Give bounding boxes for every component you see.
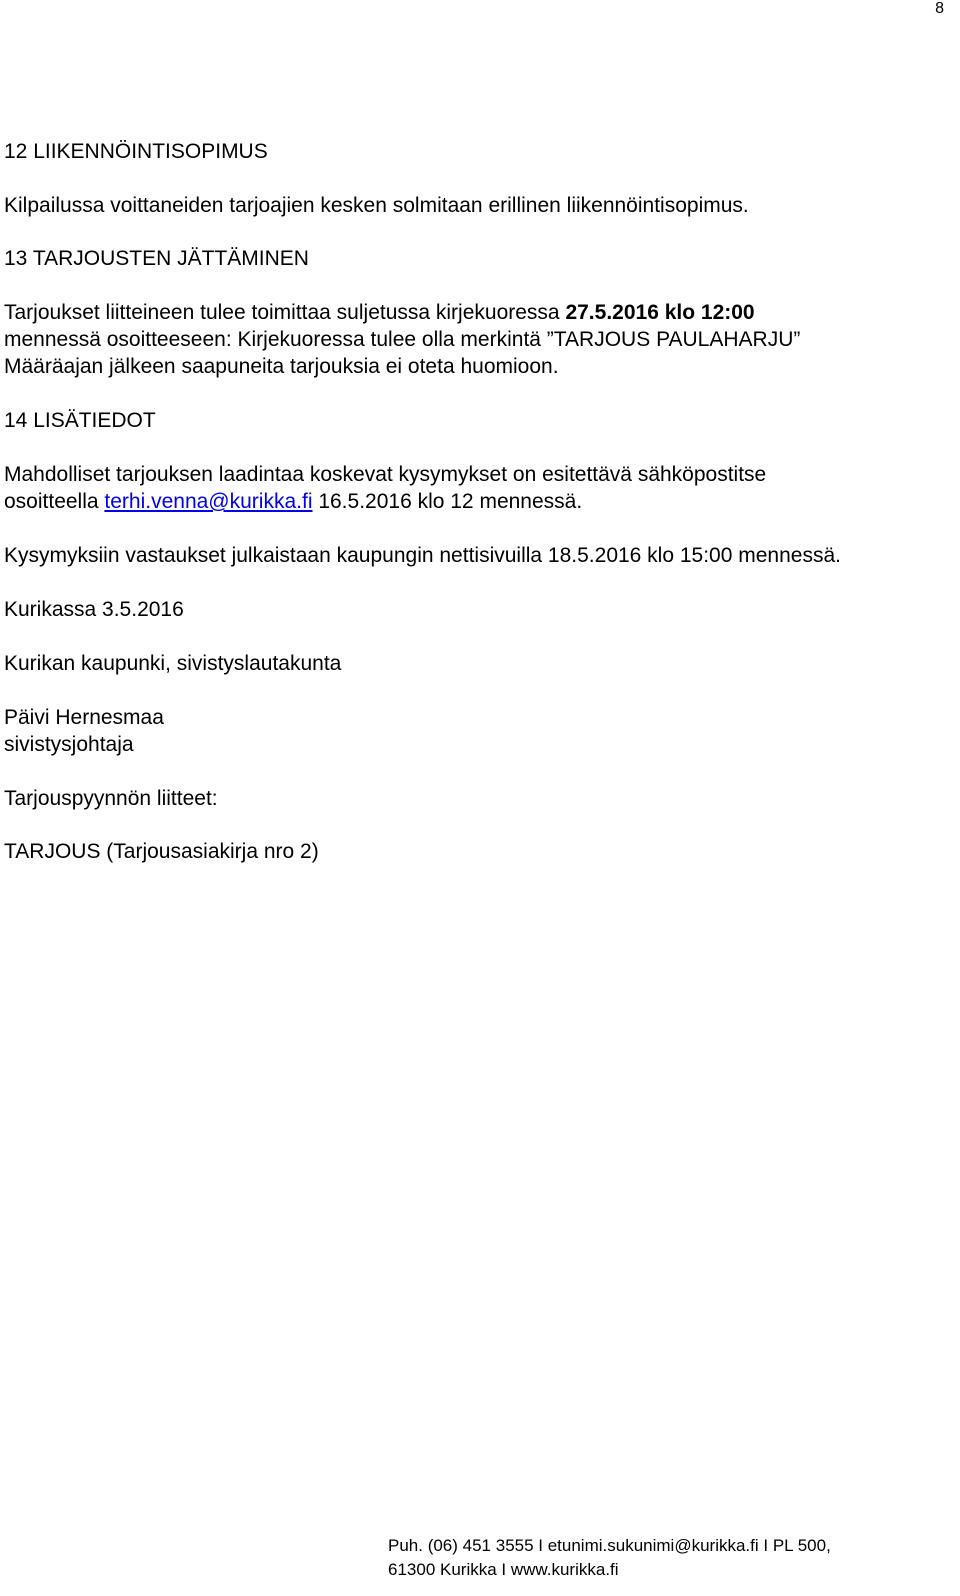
attachments-label: Tarjouspyynnön liitteet: [4, 787, 218, 810]
section-12-text: Kilpailussa voittaneiden tarjoajien kesken solmitaan erillinen liikennöintisopimus. [4, 194, 749, 217]
section-12-heading: 12 LIIKENNÖINTISOPIMUS [4, 140, 268, 163]
place-date: Kurikassa 3.5.2016 [4, 598, 184, 621]
signer-name: Päivi Hernesmaa [4, 706, 164, 729]
section-14-line2-suffix: 16.5.2016 klo 12 mennessä. [312, 490, 583, 513]
organization: Kurikan kaupunki, sivistyslautakunta [4, 652, 342, 675]
section-13-heading: 13 TARJOUSTEN JÄTTÄMINEN [4, 247, 309, 270]
footer-line1: Puh. (06) 451 3555 I etunimi.sukunimi@kurikka.fi I PL 500, [388, 1536, 831, 1555]
deadline-text: 27.5.2016 klo 12:00 [565, 301, 755, 324]
email-link[interactable]: terhi.venna@kurikka.fi [104, 490, 313, 513]
section-14-paragraph [4, 461, 766, 515]
section-13-line2: mennessä osoitteeseen: Kirjekuoressa tulee olla merkintä ”TARJOUS PAULAHARJU” [4, 328, 801, 351]
section-14-line1: Mahdolliset tarjouksen laadintaa koskevat kysymykset on esitettävä sähköpostitse [4, 463, 767, 486]
section-13-paragraph [4, 299, 800, 380]
section-14-heading: 14 LISÄTIEDOT [4, 409, 156, 432]
signer-title: sivistysjohtaja [4, 733, 134, 756]
page-number: 8 [935, 0, 944, 17]
signature-block [4, 704, 164, 758]
section-13-line1-prefix: Tarjoukset liitteineen tulee toimittaa suljetussa kirjekuoressa [4, 301, 566, 324]
answers-text: Kysymyksiin vastaukset julkaistaan kaupungin nettisivuilla 18.5.2016 klo 15:00 mennessä. [4, 544, 841, 567]
footer [388, 1534, 831, 1582]
attachment-item: TARJOUS (Tarjousasiakirja nro 2) [4, 840, 319, 863]
section-14-line2-prefix: osoitteella [4, 490, 105, 513]
section-13-line3: Määräajan jälkeen saapuneita tarjouksia ei oteta huomioon. [4, 355, 559, 378]
footer-line2: 61300 Kurikka I www.kurikka.fi [388, 1560, 619, 1579]
